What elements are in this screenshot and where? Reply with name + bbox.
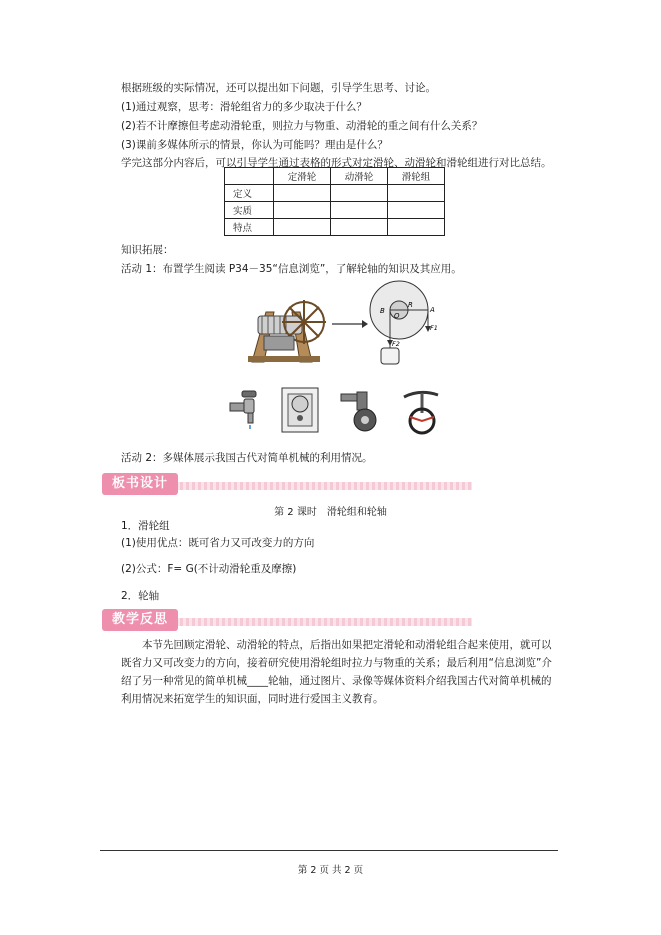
formula-suffix: G(不计动滑轮重及摩擦) [185,563,297,575]
board-item-2: 2．轮轴 [121,590,160,602]
table-header-cell: 动滑轮 [331,168,388,185]
board-item-1a: (1)使用优点：既可省力又可改变力的方向 [121,537,315,549]
table-cell [388,202,445,219]
question-2: (2)若不计摩擦但考虑动滑轮重，则拉力与物重、动滑轮的重之间有什么关系？ [121,120,483,132]
table-row [225,202,445,219]
table-cell [331,202,388,219]
activity-2: 活动 2：多媒体展示我国古代对简单机械的利用情况。 [121,452,373,464]
table-cell [274,185,331,202]
screwdriver-wheel-icon [337,390,383,434]
banner-label: 板书设计 [102,473,178,495]
banner-label: 教学反思 [102,609,178,631]
wheel-axle-diagram [366,280,436,370]
label-o: O [394,312,400,320]
label-b: B [380,307,385,315]
table-row-header: 特点 [225,219,274,236]
question-3: (3)课前多媒体所示的情景，你认为可能吗？理由是什么？ [121,139,388,151]
table-row [225,219,445,236]
table-cell [331,185,388,202]
summary-line: 学完这部分内容后，可以引导学生通过表格的形式对定滑轮、动滑轮和滑轮组进行对比总结。 [121,157,552,169]
activity-1: 活动 1：布置学生阅读 P34－35“信息浏览”，了解轮轴的知识及其应用。 [121,263,462,275]
table-row [225,185,445,202]
footer-divider [100,850,558,851]
table-corner-cell [225,168,274,185]
label-a: A [430,306,435,314]
faucet-icon [228,387,264,431]
table-header-row [225,168,445,185]
door-knob-icon [280,386,320,434]
formula-prefix: (2)公式：F= [121,563,183,575]
label-f2: F2 [392,340,400,348]
table-row-header: 实质 [225,202,274,219]
board-title: 第 2 课时 滑轮组和轮轴 [274,507,387,518]
table-row-header: 定义 [225,185,274,202]
table-cell [274,202,331,219]
table-header-cell: 定滑轮 [274,168,331,185]
reflection-paragraph: 本节先回顾定滑轮、动滑轮的特点，后指出如果把定滑轮和动滑轮组合起来使用，就可以既省力又可改变力的方向，接着研究使用滑轮组时拉力与物重的关系；最后利用“信息浏览”介绍了另一种常见的简单机械____轮轴，通过图片、录像等媒体资料介绍我国古代对简单机械的利用情况来拓宽学生的知识面，同时进行爱国主义教育。 [121,639,552,705]
windlass-illustration [244,292,324,366]
comparison-table [224,167,445,236]
question-1: (1)通过观察，思考：滑轮组省力的多少取决于什么？ [121,101,367,113]
board-item-1: 1．滑轮组 [121,520,170,532]
table-cell [388,219,445,236]
table-cell [331,219,388,236]
table-cell [274,219,331,236]
bicycle-handlebar-icon [400,387,444,435]
arrow-right-icon [332,319,368,329]
board-design-banner [102,473,472,495]
extension-title: 知识拓展： [121,244,174,256]
intro-line: 根据班级的实际情况，还可以提出如下问题，引导学生思考、讨论。 [121,82,436,94]
label-r: R [408,301,413,309]
page-footer: 第 2 页 共 2 页 [297,865,364,876]
reflection-banner [102,609,472,631]
table-cell [388,185,445,202]
board-formula [121,562,296,576]
label-f1: F1 [430,324,438,332]
table-header-cell: 滑轮组 [388,168,445,185]
